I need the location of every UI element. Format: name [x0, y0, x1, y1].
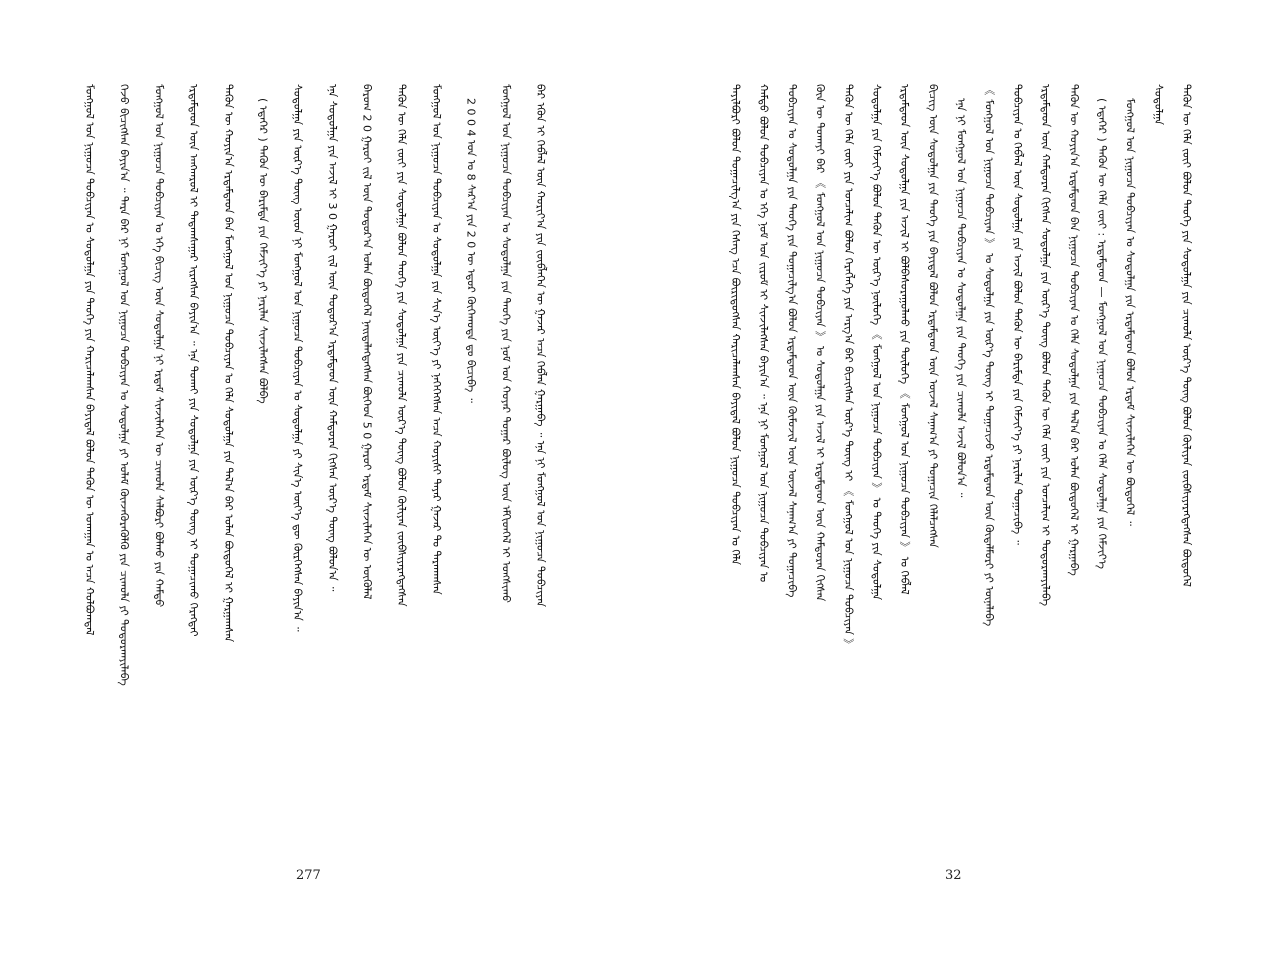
page-number: 32 [945, 868, 962, 883]
text-column: ᠲᠡᠭᠦᠨ ᠦ ᠬᠡᠯᠡ ᠵᠦᠢ ᠪᠣᠯᠤᠨ ᠲᠡᠦᠬᠡ ᠶᠢᠨ ᠰᠤᠳᠤᠯᠭᠠ ᠶᠢᠨ ᠴᠢᠬᠤᠯᠠ ᠦᠷ᠎ᠡ ᠳᠦᠩ ᠪᠣᠯᠤᠨ ᠬᠦᠯᠢᠶᠡᠨ ᠵᠥᠪᠰᠢᠶᠡᠷᠡᠭᠳᠡᠭᠰᠡᠨ ᠪᠦᠲᠦᠭᠡᠯ [1180, 84, 1193, 587]
text-column: ᠡᠷᠳᠡᠮᠲᠡᠳ ᠦᠨ ᠰᠤᠳᠤᠯᠭᠠ ᠶᠢᠨ ᠠᠵᠢᠯ ᠢ ᠪᠣᠯᠪᠠᠰᠤᠷᠠᠭᠤᠯᠬᠤ ᠶᠢᠨ ᠲᠥᠯᠦᠭᠡ 《 ᠮᠣᠩᠭᠣᠯ ᠤᠨ ᠨᠢᠭᠤᠴᠠ ᠲᠣᠪᠴᠢᠶᠠᠨ 》 ᠤ ᠬᠡᠪᠯᠡᠯ [898, 84, 912, 595]
text-column: ᠲᠠᠶᠢᠯᠪᠤᠷᠢ ᠪᠣᠯᠤᠨ ᠲᠣᠭᠠᠴᠢᠯᠭ᠎ᠠ ᠶᠢᠨ ᠬᠡᠰᠡᠭ ᠡᠴᠡ ᠪᠦᠷᠢᠳᠦᠭᠰᠡᠨ ᠬᠠᠷᠢᠴᠠᠯᠠᠭᠰᠠᠨ ᠪᠠᠶᠢᠳᠠᠯ ᠪᠣᠯᠤᠨ ᠨᠢᠭᠤᠴᠠ ᠲᠣᠪᠴᠢᠶᠠᠨ ᠤ ᠬᠡᠯᠡ [729, 84, 742, 565]
text-column: ᠮᠣᠩᠭᠣᠯ ᠤᠨ ᠨᠢᠭᠤᠴᠠ ᠲᠣᠪᠴᠢᠶᠠᠨ ᠤ ᠰᠤᠳᠤᠯᠭᠠ ᠶᠢᠨ ᠲᠡᠦᠬᠡ ᠶᠢᠨ ᠬᠠᠷᠢᠴᠠᠯᠠᠭᠰᠠᠨ ᠪᠠᠶᠢᠳᠠᠯ ᠪᠣᠯᠤᠨ ᠲᠡᠭᠦᠨ ᠦ ᠤᠬᠠᠭᠠᠨ ᠤ ᠠᠴᠠ ᠬᠣᠯᠪᠣᠭᠳᠠᠯ [83, 84, 96, 636]
text-column: ᠬᠠᠮᠲᠤ ᠪᠣᠯᠤᠨ ᠲᠣᠪᠴᠢᠶᠠᠨ ᠤ ᠡᠬᠡ ᠨᠣᠮ ᠤᠨ ᠵᠢᠷᠤᠮ ᠢ ᠰᠢᠨᠵᠢᠯᠡᠭᠰᠡᠨ ᠪᠠᠶᠢᠨ᠎ᠠ ᠃ ᠡᠨᠡ ᠨᠢ ᠮᠣᠩᠭᠣᠯ ᠤᠨ ᠨᠢᠭᠤᠴᠠ ᠲᠣᠪᠴᠢᠶᠠᠨ ᠤ [757, 84, 771, 583]
text-column: ᠮᠣᠩᠭᠣᠯ ᠤᠨ ᠨᠢᠭᠤᠴᠠ ᠲᠣᠪᠴᠢᠶᠠᠨ ᠤ ᠰᠤᠳᠤᠯᠭᠠ ᠶᠢᠨ ᠲᠡᠦᠬᠡ ᠶᠢᠨ ᠨᠣᠮ ᠤᠨ ᠬᠣᠶᠠᠷ ᠳᠤᠭᠠᠷ ᠪᠦᠯᠦᠭ ᠦᠨ ᠡᠮᠬᠢᠳᠬᠡᠯ ᠢ ᠤᠩᠰᠢᠬᠤ [499, 84, 513, 603]
text-column: ᠪᠢᠴᠢᠭ ᠦᠨ ᠰᠤᠳᠤᠯᠭᠠ ᠶᠢᠨ ᠲᠡᠦᠬᠡ ᠶᠢᠨ ᠪᠠᠶᠢᠳᠠᠯ ᠪᠣᠯᠤᠨ ᠡᠷᠳᠡᠮᠲᠡᠳ ᠦᠨ ᠦᠵᠡᠯ ᠰᠠᠨᠠᠭ᠎ᠠ ᠶᠢ ᠲᠣᠭᠠᠴᠢᠨ ᠬᠡᠯᠡᠯᠴᠡᠭᠰᠡᠨ [926, 84, 940, 548]
left-text-block [82, 84, 548, 854]
text-column: ᠲᠡᠭᠦᠨ ᠦ ᠬᠣᠶᠢᠨ᠎ᠠ ᠡᠷᠳᠡᠮᠲᠡᠳ ᠪᠡᠨ ᠨᠢᠭᠤᠴᠠ ᠲᠣᠪᠴᠢᠶᠠᠨ ᠤ ᠬᠡᠯᠡ ᠰᠤᠳᠤᠯᠭᠠ ᠶᠢᠨ ᠲᠠᠯ᠎ᠠ ᠪᠠᠷ ᠣᠯᠠᠨ ᠪᠦᠲᠦᠭᠡᠯ ᠢ ᠭᠠᠷᠭᠠᠪᠠ [1067, 84, 1081, 576]
text-column: ᠡᠷᠳᠡᠮᠲᠡᠳ ᠦᠨ ᠬᠠᠮᠲᠤᠷᠠᠨ ᠬᠢᠭᠰᠡᠨ ᠰᠤᠳᠤᠯᠭᠠ ᠶᠢᠨ ᠦᠷ᠎ᠡ ᠳᠦᠩ ᠪᠣᠯᠤᠨ ᠲᠡᠭᠦᠨ ᠦ ᠬᠡᠯᠡ ᠵᠦᠢ ᠶᠢᠨ ᠣᠨᠴᠠᠯᠢᠭ ᠢ ᠲᠣᠳᠣᠷᠬᠠᠶᠢᠯᠠᠪᠠ [1039, 84, 1053, 607]
right-page [633, 0, 1265, 978]
text-column: ᠲᠡᠭᠦᠨ ᠦ ᠬᠡᠯᠡ ᠵᠦᠢ ᠶᠢᠨ ᠰᠤᠳᠤᠯᠭᠠ ᠪᠣᠯᠤᠨ ᠲᠡᠦᠬᠡ ᠶᠢᠨ ᠰᠤᠳᠤᠯᠭᠠ ᠶᠢᠨ ᠴᠢᠬᠤᠯᠠ ᠦᠷ᠎ᠡ ᠳᠦᠩ ᠪᠣᠯᠤᠨ ᠬᠦᠯᠢᠶᠡᠨ ᠵᠥᠪᠰᠢᠶᠡᠷᠡᠭᠳᠡᠭᠰᠡᠨ [395, 84, 409, 607]
text-column: ( ᠡᠳᠡᠭᠡᠷ ) ᠲᠡᠭᠦᠨ ᠦ ᠬᠡᠯᠡ ᠵᠦᠢ : ᠡᠷᠳᠡᠮᠲᠡᠳ — ᠮᠣᠩᠭᠣᠯ ᠤᠨ ᠨᠢᠭᠤᠴᠠ ᠲᠣᠪᠴᠢᠶᠠᠨ ᠤ ᠬᠡᠯᠡ ᠰᠤᠳᠤᠯᠭᠠ ᠶᠢᠨ ᠬᠡᠮᠵᠢᠶ᠎ᠡ [1095, 98, 1109, 569]
left-page [0, 0, 632, 978]
text-column: ᠮᠣᠩᠭᠣᠯ ᠤᠨ ᠨᠢᠭᠤᠴᠠ ᠲᠣᠪᠴᠢᠶᠠᠨ ᠤ ᠰᠤᠳᠤᠯᠭᠠ ᠶᠢᠨ ᠰᠢᠨ᠎ᠡ ᠦᠶ᠎ᠡ ᠶᠢ ᠨᠡᠭᠡᠭᠡᠭᠰᠡᠨ ᠠᠴᠠ ᠬᠣᠶᠢᠰᠢ ᠳᠠᠶᠠᠷ ᠭᠠᠵᠠᠷ ᠲᠤ ᠲᠠᠷᠬᠠᠭᠰᠠᠨ [429, 84, 443, 595]
text-column: ᠮᠣᠩᠭᠣᠯ ᠤᠨ ᠨᠢᠭᠤᠴᠠ ᠲᠣᠪᠴᠢᠶᠠᠨ ᠤ ᠰᠤᠳᠤᠯᠭᠠ ᠶᠢᠨ ᠡᠷᠳᠡᠮᠲᠡᠳ ᠪᠣᠯᠤᠨ ᠡᠷᠳᠡᠮ ᠰᠢᠨᠵᠢᠯᠡᠭᠡᠨ ᠦ ᠪᠦᠲᠦᠭᠡᠯ ᠃ [1123, 98, 1137, 526]
text-column: ᠲᠡᠭᠦᠨ ᠦ ᠬᠣᠶᠢᠨ᠎ᠠ ᠡᠷᠳᠡᠮᠲᠡᠳ ᠪᠡᠨ ᠮᠣᠩᠭᠣᠯ ᠤᠨ ᠨᠢᠭᠤᠴᠠ ᠲᠣᠪᠴᠢᠶᠠᠨ ᠤ ᠬᠡᠯᠡ ᠰᠤᠳᠤᠯᠭᠠ ᠶᠢᠨ ᠲᠠᠯ᠎ᠠ ᠪᠠᠷ ᠣᠯᠠᠨ ᠪᠦᠲᠦᠭᠡᠯ ᠢ ᠭᠠᠷᠭᠠᠭᠰᠠᠨ [221, 84, 235, 643]
text-column: 《 ᠮᠣᠩᠭᠣᠯ ᠤᠨ ᠨᠢᠭᠤᠴᠠ ᠲᠣᠪᠴᠢᠶᠠᠨ 》 ᠤ ᠰᠤᠳᠤᠯᠭᠠ ᠶᠢᠨ ᠦᠷ᠎ᠡ ᠳᠦᠩ ᠢ ᠲᠣᠭᠠᠴᠢᠵᠤ ᠡᠷᠳᠡᠮᠲᠡᠳ ᠦᠨ ᠬᠥᠳᠡᠯᠮᠦᠷᠢ ᠶᠢ ᠦᠨᠡᠯᠡᠪᠡ [982, 84, 996, 627]
text-column: ᠡᠷᠳᠡᠮᠲᠡᠳ ᠦᠨ ᠠᠩᠬᠠᠷᠤᠯ ᠢ ᠲᠠᠲᠠᠭᠰᠠᠭᠠᠷ ᠢᠷᠡᠭᠰᠡᠨ ᠪᠠᠶᠢᠨ᠎ᠠ ᠃ ᠡᠨᠡ ᠲᠤᠬᠠᠢ ᠶᠢᠨ ᠰᠤᠳᠤᠯᠭᠠ ᠶᠢᠨ ᠦᠷ᠎ᠡ ᠳᠦᠩ ᠢ ᠲᠣᠭᠠᠴᠢᠬᠤ ᠬᠡᠷᠡᠭᠲᠡᠢ [187, 84, 201, 637]
text-column: 2 0 0 4 ᠣᠨ ᠤ 8 ᠰᠠᠷ᠎ᠠ ᠶᠢᠨ 2 0 ᠦ ᠡᠳᠦᠷ ᠬᠥᠬᠡᠬᠣᠲᠠ ᠳᠤ ᠪᠢᠴᠢᠪᠡ ᠃ [464, 98, 478, 403]
text-column: ᠲᠣᠪᠴᠢᠶᠠᠨ ᠤ ᠰᠤᠳᠤᠯᠭᠠ ᠶᠢᠨ ᠲᠡᠦᠬᠡ ᠶᠢᠨ ᠲᠣᠭᠠᠴᠢᠯᠭ᠎ᠠ ᠪᠣᠯᠤᠨ ᠡᠷᠳᠡᠮᠲᠡᠳ ᠦᠨ ᠬᠦᠮᠦᠵᠢᠯ ᠦᠨ ᠦᠵᠡᠯ ᠰᠠᠨᠠᠭ᠎ᠠ ᠶᠢ ᠲᠣᠭᠠᠴᠢᠪᠠ [785, 84, 799, 598]
text-column: ᠡᠨᠡ ᠨᠢ ᠮᠣᠩᠭᠣᠯ ᠤᠨ ᠨᠢᠭᠤᠴᠠ ᠲᠣᠪᠴᠢᠶᠠᠨ ᠤ ᠰᠤᠳᠤᠯᠭᠠ ᠶᠢᠨ ᠲᠡᠦᠬᠡ ᠶᠢᠨ ᠴᠢᠬᠤᠯᠠ ᠠᠵᠢᠯ ᠪᠣᠯᠤᠨ᠎ᠠ ᠃ [954, 98, 968, 498]
text-column: ᠮᠣᠩᠭᠣᠯ ᠤᠨ ᠨᠢᠭᠤᠴᠠ ᠲᠣᠪᠴᠢᠶᠠᠨ ᠤ ᠡᠬᠡ ᠪᠢᠴᠢᠭ ᠦᠨ ᠰᠤᠳᠤᠯᠭᠠ ᠨᠢ ᠡᠷᠳᠡᠮ ᠰᠢᠨᠵᠢᠯᠡᠭᠡᠨ ᠦ ᠴᠢᠬᠤᠯᠠ ᠰᠠᠯᠪᠤᠷᠢ ᠪᠣᠯᠬᠤ ᠶᠢᠨ ᠬᠠᠮᠲᠤ [152, 84, 166, 608]
text-column: ᠪᠠᠷᠤᠭ 2 0 ᠭᠠᠷᠤᠢ ᠵᠢᠯ ᠦᠨ ᠳᠤᠲᠤᠷ᠎ᠠ ᠣᠯᠠᠨ ᠪᠦᠲᠦᠭᠡᠯ ᠨᠡᠢᠲᠡᠯᠡᠭᠳᠡᠭᠰᠡᠨ ᠪᠥᠭᠡᠳ 5 0 ᠭᠠᠷᠤᠢ ᠡᠷᠳᠡᠮ ᠰᠢᠨᠵᠢᠯᠡᠭᠡᠨ ᠦ ᠥᠭᠦᠯᠡᠯ [360, 84, 374, 600]
text-column: ᠰᠤᠳᠤᠯᠭᠠ [1151, 84, 1165, 125]
text-column: ( ᠡᠳᠡᠭᠡᠷ ) ᠲᠡᠭᠦᠨ ᠦ ᠪᠠᠷᠢᠮᠲᠠ ᠶᠢᠨ ᠬᠡᠮᠵᠢᠶ᠎ᠡ ᠶᠢ ᠨᠠᠷᠢᠯᠠᠨ ᠰᠢᠨᠵᠢᠯᠡᠭᠰᠡᠨ ᠪᠣᠯᠪᠠ [256, 98, 270, 404]
text-column: ᠡᠨᠡ ᠰᠤᠳᠤᠯᠭᠠ ᠶᠢᠨ ᠠᠵᠢᠯ ᠢ 3 0 ᠭᠠᠷᠤᠢ ᠵᠢᠯ ᠦᠨ ᠳᠤᠲᠤᠷ᠎ᠠ ᠡᠷᠳᠡᠮᠲᠡᠳ ᠦᠨ ᠬᠠᠮᠲᠤᠷᠠᠨ ᠬᠢᠭᠰᠡᠨ ᠦᠷ᠎ᠡ ᠳᠦᠩ ᠪᠣᠯᠤᠨ᠎ᠠ ᠃ [325, 84, 339, 592]
text-column: ᠲᠡᠭᠦᠨ ᠦ ᠬᠡᠯᠡ ᠵᠦᠢ ᠶᠢᠨ ᠣᠨᠴᠠᠯᠢᠭ ᠪᠣᠯᠤᠨ ᠬᠡᠷᠡᠭᠯᠡᠭᠡ ᠶᠢᠨ ᠠᠷᠭ᠎ᠠ ᠪᠠᠷ ᠪᠢᠴᠢᠭᠰᠡᠨ ᠦᠷ᠎ᠡ ᠳᠦᠩ ᠢ 《 ᠮᠣᠩᠭᠣᠯ ᠤᠨ ᠨᠢᠭᠤᠴᠠ ᠲᠣᠪᠴᠢᠶᠠᠨ 》 [841, 84, 855, 650]
text-column: ᠭᠦᠨ ᠦ ᠲᠤᠬᠠᠶᠢ ᠪᠠᠷ 《 ᠮᠣᠩᠭᠣᠯ ᠤᠨ ᠨᠢᠭᠤᠴᠠ ᠲᠣᠪᠴᠢᠶᠠᠨ 》 ᠤ ᠰᠤᠳᠤᠯᠭᠠ ᠶᠢᠨ ᠠᠵᠢᠯ ᠢ ᠡᠷᠳᠡᠮᠲᠡᠳ ᠦᠨ ᠬᠠᠮᠲᠤᠷᠠᠨ ᠬᠢᠭᠰᠡᠨ [813, 84, 827, 602]
text-column: ᠭᠡᠵᠦ ᠪᠢᠴᠢᠭᠰᠡᠨ ᠪᠠᠶᠢᠨ᠎ᠠ ᠃ ᠲᠡᠷᠡ ᠪᠡᠷ ᠨᠢ ᠮᠣᠩᠭᠣᠯ ᠤᠨ ᠨᠢᠭᠤᠴᠠ ᠲᠣᠪᠴᠢᠶᠠᠨ ᠤ ᠰᠤᠳᠤᠯᠭᠠ ᠶᠢ ᠤᠯᠠᠮ ᠭᠦᠨᠵᠡᠭᠦᠷᠡᠭᠦᠯᠬᠦ ᠶᠢᠨ ᠴᠢᠬᠤᠯᠠ ᠶᠢ ᠲᠣᠳᠣᠷᠬᠠᠶᠢᠯᠠᠪᠠ [117, 84, 131, 686]
right-text-block [728, 84, 1194, 854]
text-column: ᠪᠠᠷ ᠡᠭᠦᠨ ᠢ ᠬᠡᠪᠯᠡᠯ ᠦᠨ ᠬᠣᠷᠢᠶ᠎ᠠ ᠶᠢᠨ ᠵᠥᠪᠯᠡᠭᠡᠨ ᠦ ᠭᠠᠵᠠᠷ ᠠᠴᠠ ᠬᠡᠪᠯᠡᠨ ᠭᠠᠷᠭᠠᠪᠠ ᠃ ᠡᠨᠡ ᠨᠢ ᠮᠣᠩᠭᠣᠯ ᠤᠨ ᠨᠢᠭᠤᠴᠠ ᠲᠣᠪᠴᠢᠶᠠᠨ [533, 84, 547, 607]
text-column: ᠰᠤᠳᠤᠯᠭᠠ ᠶᠢᠨ ᠬᠡᠮᠵᠢᠶ᠎ᠡ ᠪᠣᠯᠤᠨ ᠲᠡᠭᠦᠨ ᠦ ᠦᠷ᠎ᠡ ᠨᠥᠯᠦᠭᠡ 《 ᠮᠣᠩᠭᠣᠯ ᠤᠨ ᠨᠢᠭᠤᠴᠠ ᠲᠣᠪᠴᠢᠶᠠᠨ 》 ᠤ ᠲᠡᠦᠬᠡ ᠶᠢᠨ ᠰᠤᠳᠤᠯᠭᠠ [869, 84, 883, 601]
text-column: ᠲᠣᠪᠴᠢᠶᠠᠨ ᠤ ᠬᠡᠪᠯᠡᠯ ᠦᠨ ᠰᠤᠳᠤᠯᠭᠠ ᠶᠢᠨ ᠠᠵᠢᠯ ᠪᠣᠯᠤᠨ ᠲᠡᠭᠦᠨ ᠦ ᠪᠠᠷᠢᠮᠲᠠ ᠶᠢᠨ ᠬᠡᠮᠵᠢᠶ᠎ᠡ ᠶᠢ ᠨᠠᠷᠢᠯᠠᠨ ᠲᠣᠭᠠᠴᠢᠪᠠ ᠃ [1010, 84, 1024, 545]
page-number: 277 [296, 868, 321, 883]
text-column: ᠰᠤᠳᠤᠯᠭᠠ ᠶᠢᠨ ᠦᠷ᠎ᠡ ᠳᠦᠩ ᠦᠳ ᠨᠢ ᠮᠣᠩᠭᠣᠯ ᠤᠨ ᠨᠢᠭᠤᠴᠠ ᠲᠣᠪᠴᠢᠶᠠᠨ ᠤ ᠰᠤᠳᠤᠯᠭᠠ ᠶᠢ ᠰᠢᠨ᠎ᠡ ᠦᠶ᠎ᠡ ᠳᠦ ᠬᠦᠷᠭᠡᠭᠰᠡᠨ ᠪᠠᠶᠢᠨ᠎ᠠ ᠃ [291, 84, 305, 632]
